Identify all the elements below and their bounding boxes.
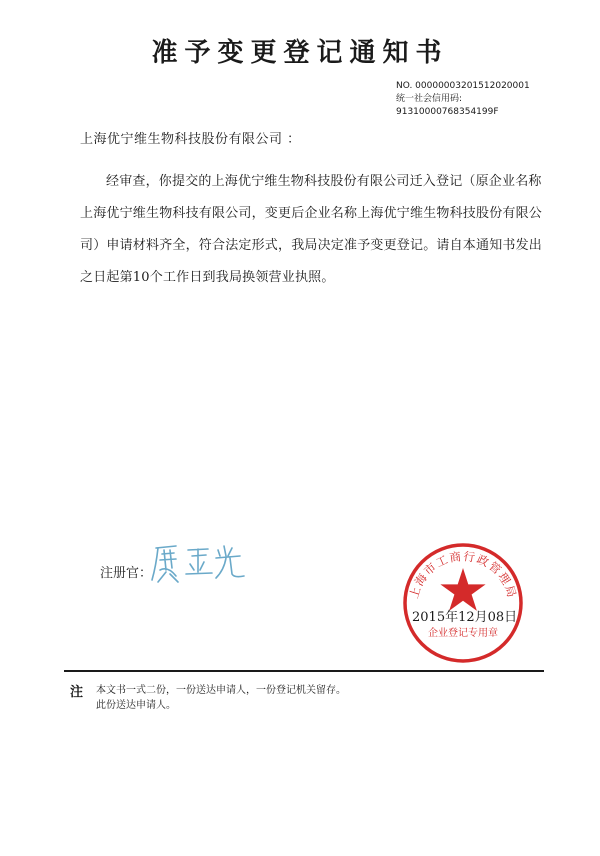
addressee: 上海优宁维生物科技股份有限公司 ： (80, 132, 301, 147)
document-meta (396, 80, 530, 119)
seal-bottom-text: 企业登记专用章 (428, 628, 498, 639)
notice-number: NO. 00000003201512020001 (396, 81, 530, 91)
notice-body: 经审查，你提交的上海优宁维生物科技股份有限公司迁入登记（原企业名称上海优宁维生物科技有限公司，变更后企业名称上海优宁维生物科技股份有限公司）申请材料齐全，符合法定形式，我局决定准予变更登记。请自本通知书发出之日起第10个工作日到我局换领营业执照。 (80, 174, 543, 285)
seal-star-icon (440, 568, 485, 611)
registrar-label: 注册官： (100, 566, 153, 581)
note-mark: 注 (70, 685, 84, 700)
credit-code-value: 91310000768354199F (396, 107, 499, 117)
note-line-1: 本文书一式二份，一份送达申请人，一份登记机关留存。 (96, 685, 346, 696)
document-title: 准予变更登记通知书 (151, 38, 449, 68)
note-block (96, 683, 346, 713)
seal-issuer: 上海市工商行政管理局 (406, 549, 520, 601)
registrar-signature (148, 536, 258, 594)
official-seal (398, 538, 528, 672)
credit-code-label: 统一社会信用码: (396, 94, 463, 104)
note-line-2: 此份送达申请人。 (96, 700, 176, 711)
issue-date: 2015年12月08日 (412, 610, 518, 625)
note-divider (64, 670, 544, 672)
